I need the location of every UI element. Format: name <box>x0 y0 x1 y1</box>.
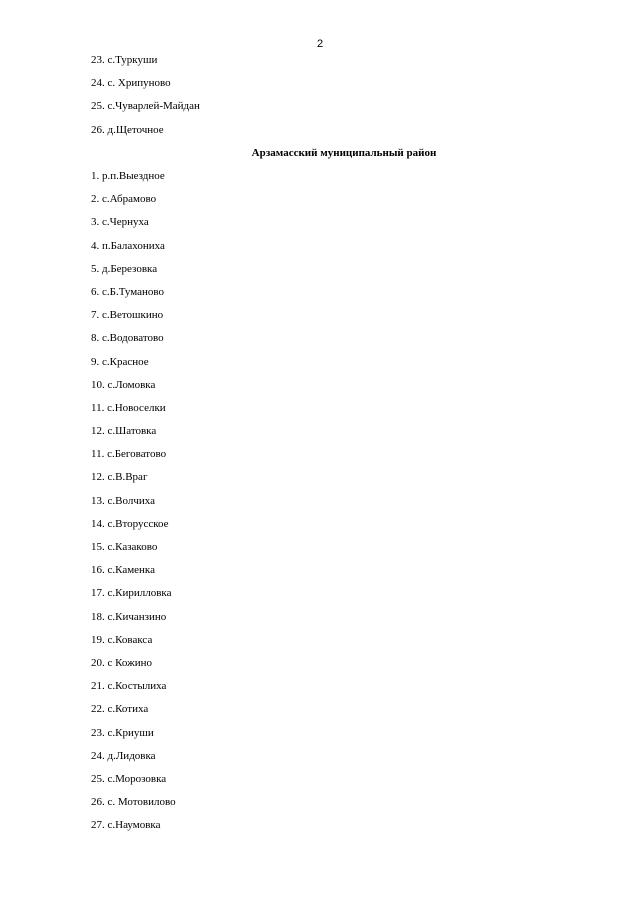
list-item: 25. с.Морозовка <box>91 772 167 785</box>
list-item: 19. с.Ковакса <box>91 633 153 646</box>
settlement-list <box>91 169 176 841</box>
list-item: 12. с.В.Враг <box>91 471 148 484</box>
list-item: 9. с.Красное <box>91 355 149 368</box>
list-item: 13. с.Волчиха <box>91 494 155 507</box>
list-item: 12. с.Шатовка <box>91 425 157 438</box>
list-item: 26. с. Мотовилово <box>91 796 176 809</box>
list-item: 27. с.Наумовка <box>91 819 161 832</box>
list-item: 17. с.Кирилловка <box>91 587 172 600</box>
continued-settlement-list <box>91 53 200 146</box>
page-number: 2 <box>316 38 324 50</box>
list-item: 22. с.Котиха <box>91 703 149 716</box>
list-item: 11. с.Новоселки <box>91 401 166 414</box>
list-item: 23. с.Криуши <box>91 726 154 739</box>
section-heading: Арзамасский муниципальный район <box>251 147 437 159</box>
list-item: 21. с.Костылиха <box>91 680 167 693</box>
list-item: 24. д.Лидовка <box>91 749 156 762</box>
list-item: 7. с.Ветошкино <box>91 309 164 322</box>
list-item: 3. с.Чернуха <box>91 216 149 229</box>
list-item: 15. с.Казаково <box>91 541 158 553</box>
list-item: 24. с. Хрипуново <box>91 77 171 90</box>
list-item: 26. д.Щеточное <box>91 123 164 136</box>
list-item: 8. с.Водоватово <box>91 332 164 345</box>
list-item: 18. с.Кичанзино <box>91 610 167 623</box>
list-item: 25. с.Чуварлей-Майдан <box>91 100 200 113</box>
list-item: 11. с.Беговатово <box>91 448 167 461</box>
list-item: 1. р.п.Выездное <box>91 170 165 182</box>
list-item: 6. с.Б.Туманово <box>91 285 164 298</box>
list-item: 5. д.Березовка <box>91 262 158 275</box>
list-item: 10. с.Ломовка <box>91 378 156 391</box>
list-item: 4. п.Балахониха <box>91 239 165 252</box>
list-item: 20. с Кожино <box>91 656 153 669</box>
list-item: 16. с.Каменка <box>91 564 155 577</box>
list-item: 14. с.Вторусское <box>91 517 169 530</box>
list-item: 23. с.Туркуши <box>91 54 158 66</box>
list-item: 2. с.Абрамово <box>91 193 157 206</box>
